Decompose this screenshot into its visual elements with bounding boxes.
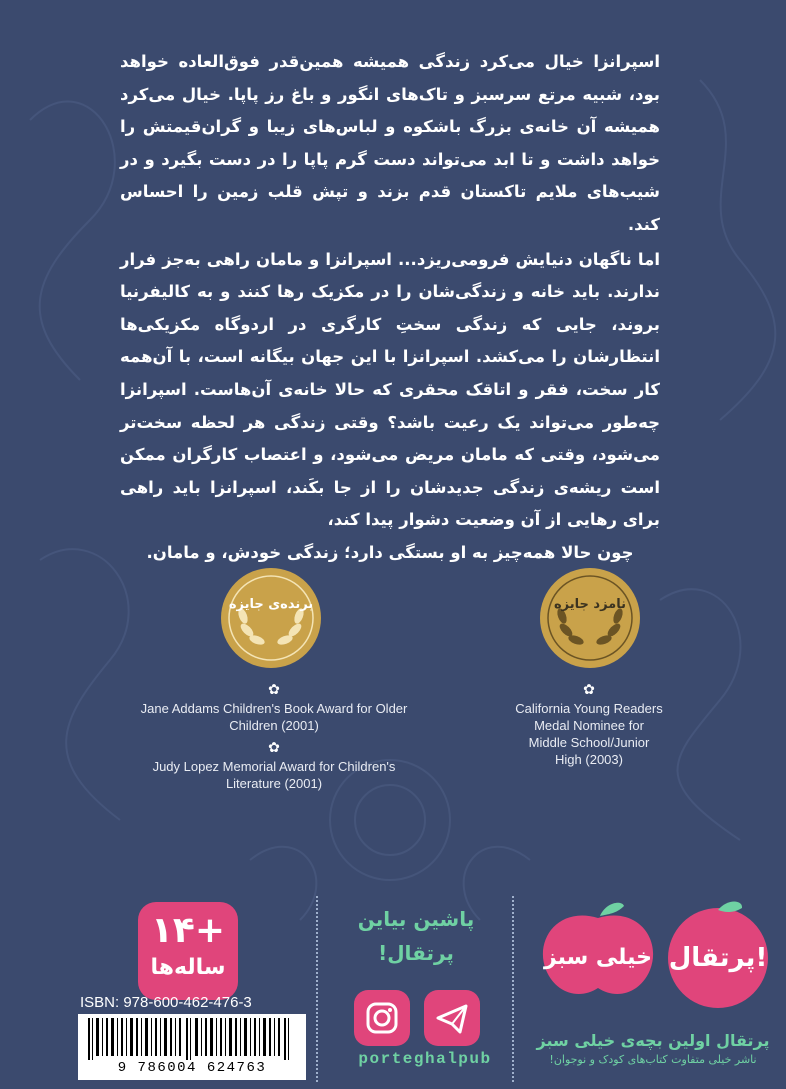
award-text: California Young Readers Medal Nominee for Middle School/Junior High (2003) bbox=[515, 701, 663, 767]
brand-sub-tagline: ناشر خیلی متفاوت کتاب‌های کودک و نوجوان! bbox=[549, 1053, 757, 1066]
laurel-seal-icon bbox=[219, 566, 323, 670]
nominee-seal-label: نامزد جایزه bbox=[554, 597, 626, 612]
instagram-glyph-icon bbox=[354, 990, 410, 1046]
blurb-paragraph-2: اما ناگهان دنیایش فرومی‌ریزد... اسپرانزا و مامان راهی به‌جز فرار ندارند. باید خانه و زندگی‌شان را در مکزیک رها کنند و به کالیفرنیا بروند، جایی که زندگی سختِ کارگری در اردوگاه مکزیکی‌ها انتظارشان را می‌کشد. اسپرانزا با این جهان بیگانه است، با آن‌همه کار سخت، فقر و اتاقک محقری که حالا خانه‌ی آن‌هاست. اسپرانزا چه‌طور می‌تواند یک رعیت باشد؟ وقتی زندگی هر لحظه سخت‌تر می‌شود، وقتی که مامان مریض می‌شود، و اعتصاب کارگران ممکن است ریشه‌ی زندگی جدیدشان را از جا بکَند، اسپرانزا باید راهی برای رهایی از آن وضعیت دشوار پیدا کند، bbox=[120, 249, 660, 530]
winner-seal-label: برنده‌ی جایزه bbox=[228, 597, 314, 612]
flower-bullet-icon: ✿ bbox=[583, 681, 595, 697]
back-cover-blurb bbox=[120, 46, 660, 570]
brand-logo-sub-text: خیلی سبز bbox=[543, 945, 653, 970]
awards-nominated-list bbox=[514, 682, 664, 774]
flower-bullet-icon: ✿ bbox=[268, 739, 280, 755]
blurb-paragraph-2-last-line: چون حالا همه‌چیز به او بستگی دارد؛ زندگی خودش، و مامان. bbox=[146, 542, 634, 562]
age-rating-label: ساله‌ها bbox=[150, 955, 226, 980]
award-nominee-seal bbox=[538, 566, 642, 670]
award-winner-seal bbox=[219, 566, 323, 670]
award-item bbox=[140, 740, 408, 792]
age-rating-badge bbox=[138, 902, 238, 1000]
award-item bbox=[514, 682, 664, 768]
award-text: Judy Lopez Memorial Award for Children's Literature (2001) bbox=[152, 759, 396, 791]
footer-divider bbox=[316, 896, 318, 1082]
barcode-bars-icon bbox=[78, 1014, 306, 1060]
laurel-seal-icon bbox=[538, 566, 642, 670]
slogan-line-2: پرتقال! bbox=[378, 941, 454, 965]
paper-plane-icon bbox=[424, 990, 480, 1046]
awards-won-list bbox=[140, 682, 408, 798]
award-text: Jane Addams Children's Book Award for Older Children (2001) bbox=[140, 701, 408, 733]
publisher-logo bbox=[528, 896, 778, 1008]
award-item bbox=[140, 682, 408, 734]
telegram-icon[interactable] bbox=[424, 990, 480, 1046]
brand-tagline: پرتقال اولین بچه‌ی خیلی سبز bbox=[536, 1031, 770, 1050]
slogan-line-1: پاشین بیاین bbox=[357, 907, 475, 931]
blurb-paragraph-1: اسپرانزا خیال می‌کرد زندگی همیشه همین‌قدر فوق‌العاده خواهد بود، شبیه مرتع سرسبز و تاک‌های انگور و باغ رز پاپا. خیال می‌کرد همیشه آن خانه‌ی بزرگ باشکوه و لباس‌های زیبا و گران‌قیمتش را خواهد داشت و تا ابد می‌تواند دست گرم پاپا را در دست بگیرد و در شیب‌های ملایم تاکستان قدم بزند و تپش قلب زمین را احساس کند. bbox=[120, 52, 660, 234]
brand-logo-text: پرتقال! bbox=[668, 943, 768, 973]
social-handle[interactable]: porteghalpub bbox=[358, 1050, 492, 1068]
age-rating-number: +۱۴ bbox=[150, 910, 226, 951]
publisher-slogan bbox=[330, 902, 502, 970]
isbn-label: ISBN: 978-600-462-476-3 bbox=[80, 994, 252, 1011]
flower-bullet-icon: ✿ bbox=[268, 681, 280, 697]
instagram-icon[interactable] bbox=[354, 990, 410, 1046]
barcode-digits: 9 786004 624763 bbox=[117, 1060, 267, 1076]
